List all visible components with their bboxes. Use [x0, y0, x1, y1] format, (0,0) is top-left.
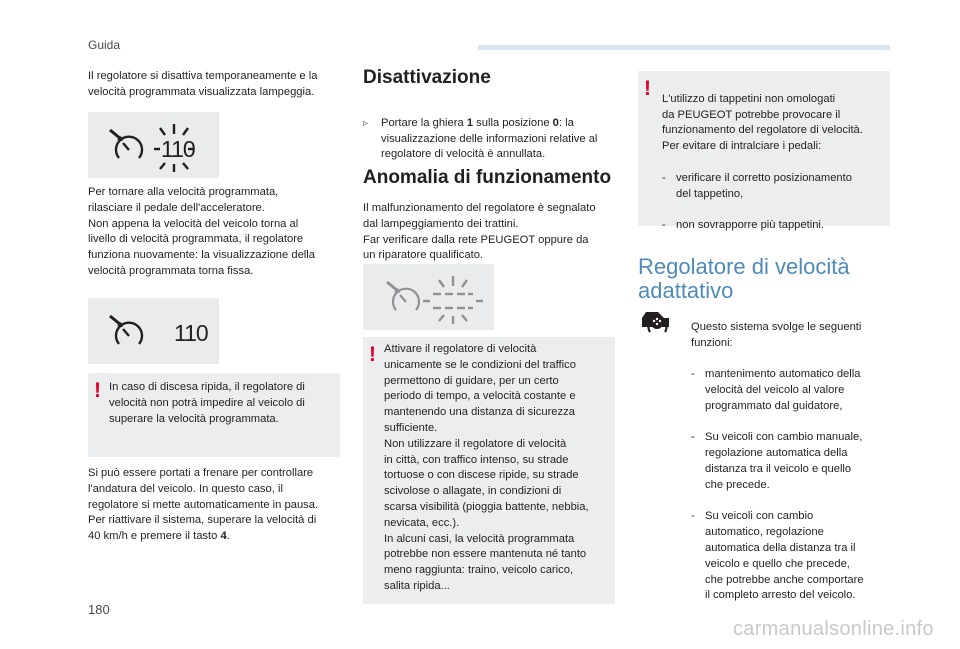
col1-paragraph-3: Si può essere portati a frenare per controllare l'andatura del veicolo. In questo caso, il regolatore si mette automaticamente in pausa. Per riattivare il sistema, superare la velocità di 40 km/h e premere il tasto 4. — [88, 467, 319, 543]
adattativo-intro: Questo sistema svolge le seguenti funzioni: — [691, 320, 862, 349]
list-item: - Su veicoli con cambio manuale, regolazione automatica della distanza tra il veicolo e quello che precede. — [691, 431, 863, 491]
adaptive-cruise-icon — [638, 306, 672, 336]
list-item: - Su veicoli con cambio automatico, regolazione automatica della distanza tra il veicolo e quello che precede, che potrebbe anche comportare il completo arresto del veicolo. — [691, 510, 864, 602]
header-bar — [478, 45, 890, 50]
speedometer-icon — [88, 112, 219, 178]
warning-exclamation-icon: ! — [644, 77, 651, 100]
warning-usage-text: Attivare il regolatore di velocità unicamente se le condizioni del traffico permettono di guidare, per un certo periodo di tempo, a velocità costante e mantenendo una distanza di sicurezza sufficiente. Non utilizzare il regolatore di velocità in città, con traffico intenso, su strade tortuose o con discese ripide, su strade scivolose o allagate, in condizioni di scarsa visibilità (pioggia battente, nebbia, nevicata, ecc.). In alcuni casi, la velocità programmata potrebbe non essere mantenuta né tanto meno raggiunta: traino, veicolo carico, salita ripida... — [384, 343, 589, 592]
watermark: carmanualsonline.info — [733, 618, 934, 640]
dashed-display-icon — [363, 264, 494, 330]
display-speed-value-2: 110 — [174, 320, 208, 346]
col1-paragraph-1: Il regolatore si disattiva temporaneamente e la velocità programmata visualizzata lampeggia. — [88, 70, 318, 98]
display-speed-value-1: 110 — [161, 136, 195, 162]
col1-paragraph-2: Per tornare alla velocità programmata, rilasciare il pedale dell'acceleratore. Non appena la velocità del veicolo torna al livello di velocità programmata, il regolatore funziona nuovamente: la visualizzazione della velocità programmata torna fissa. — [88, 186, 316, 277]
list-item: - non sovrapporre più tappetini. — [662, 219, 825, 232]
step-marker-icon: ▹ — [363, 117, 369, 129]
heading-adattativo: Regolatore di velocità adattativo — [638, 254, 850, 303]
display-steady-speed — [88, 298, 219, 364]
display-fault-dashes — [363, 264, 494, 330]
heading-anomalia: Anomalia di funzionamento — [363, 167, 612, 188]
warning-descent-text: In caso di discesa ripida, il regolatore di velocità non potrà impedire al veicolo di superare la velocità programmata. — [109, 381, 305, 425]
display-flashing-speed — [88, 112, 219, 178]
warning-exclamation-icon: ! — [369, 343, 376, 366]
list-item: - mantenimento automatico della velocità del veicolo al valore programmato dal guidatore, — [691, 368, 861, 412]
heading-disattivazione: Disattivazione — [363, 67, 491, 88]
warning-box-usage — [363, 337, 615, 604]
section-header: Guida — [88, 38, 121, 52]
step-disattivazione: ▹ Portare la ghiera 1 sulla posizione 0: la visualizzazione delle informazioni relative al regolatore di velocità è annullata. — [363, 100, 621, 179]
adattativo-content — [691, 304, 893, 620]
page-number: 180 — [88, 602, 110, 617]
paragraph-anomalia: Il malfunzionamento del regolatore è segnalato dal lampeggiamento dei trattini. Far verificare dalla rete PEUGEOT oppure da un riparatore qualificato. — [363, 202, 596, 262]
warning-mats-intro: L'utilizzo di tappetini non omologati da PEUGEOT potrebbe provocare il funzionamento del regolatore di velocità. Per evitare di intralciare i pedali: — [662, 92, 863, 153]
warning-box-descent — [88, 373, 340, 457]
warning-exclamation-icon: ! — [94, 379, 101, 402]
list-item: - verificare il corretto posizionamento del tappetino, — [662, 171, 852, 200]
warning-box-mats — [638, 71, 890, 232]
warning-mats-content — [662, 76, 888, 250]
